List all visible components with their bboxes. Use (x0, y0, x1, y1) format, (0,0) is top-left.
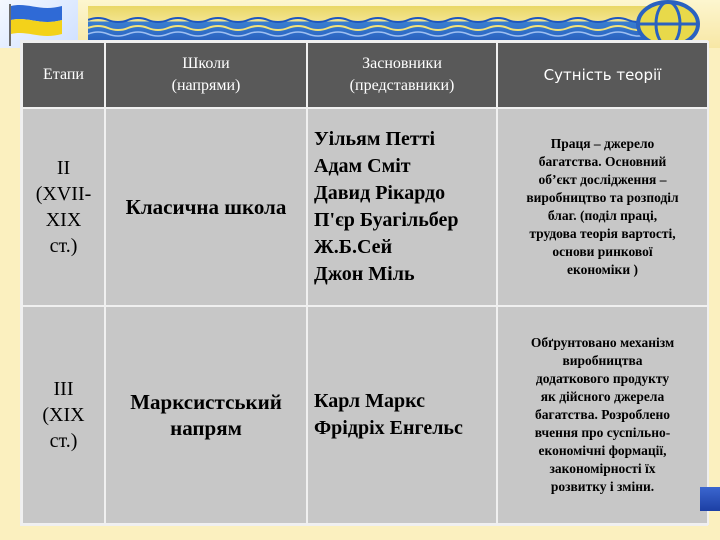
header-founders-line: Засновники (362, 55, 442, 72)
table-row (22, 306, 708, 524)
wave-banner-decoration (88, 6, 648, 40)
header-essence: Сутність теорії (497, 42, 708, 108)
slide-corner-accent (700, 487, 720, 511)
essence-cell: Обґрунтовано механізм виробництва додаткового продукту як дійсного джерела багатства. Розроблено вчення про суспільно- економічні формації, закономірності їх розвитку і зміни. (497, 306, 708, 524)
header-school-line: Школи (182, 55, 230, 72)
header-founders-line: (представники) (349, 77, 455, 94)
theories-table (20, 40, 708, 526)
header-founders (307, 42, 497, 108)
header-school (105, 42, 307, 108)
founders-cell: Уільям Петті Адам Сміт Давид Рікардо П'єр Буагільбер Ж.Б.Сей Джон Міль (307, 108, 497, 306)
school-cell: Класична школа (105, 108, 307, 306)
table-header-row (22, 42, 708, 108)
school-cell: Марксистський напрям (105, 306, 307, 524)
stage-cell: II (XVII- XIX ст.) (22, 108, 105, 306)
header-stage: Етапи (22, 42, 105, 108)
essence-cell: Праця – джерело багатства. Основний об’єкт дослідження – виробництво та розподіл благ. (поділ праці, трудова теорія вартості, основи ринкової економіки ) (497, 108, 708, 306)
founders-cell: Карл Маркс Фрідріх Енгельс (307, 306, 497, 524)
table-row (22, 108, 708, 306)
header-school-line: (напрями) (171, 77, 241, 94)
stage-cell: III (XIX ст.) (22, 306, 105, 524)
